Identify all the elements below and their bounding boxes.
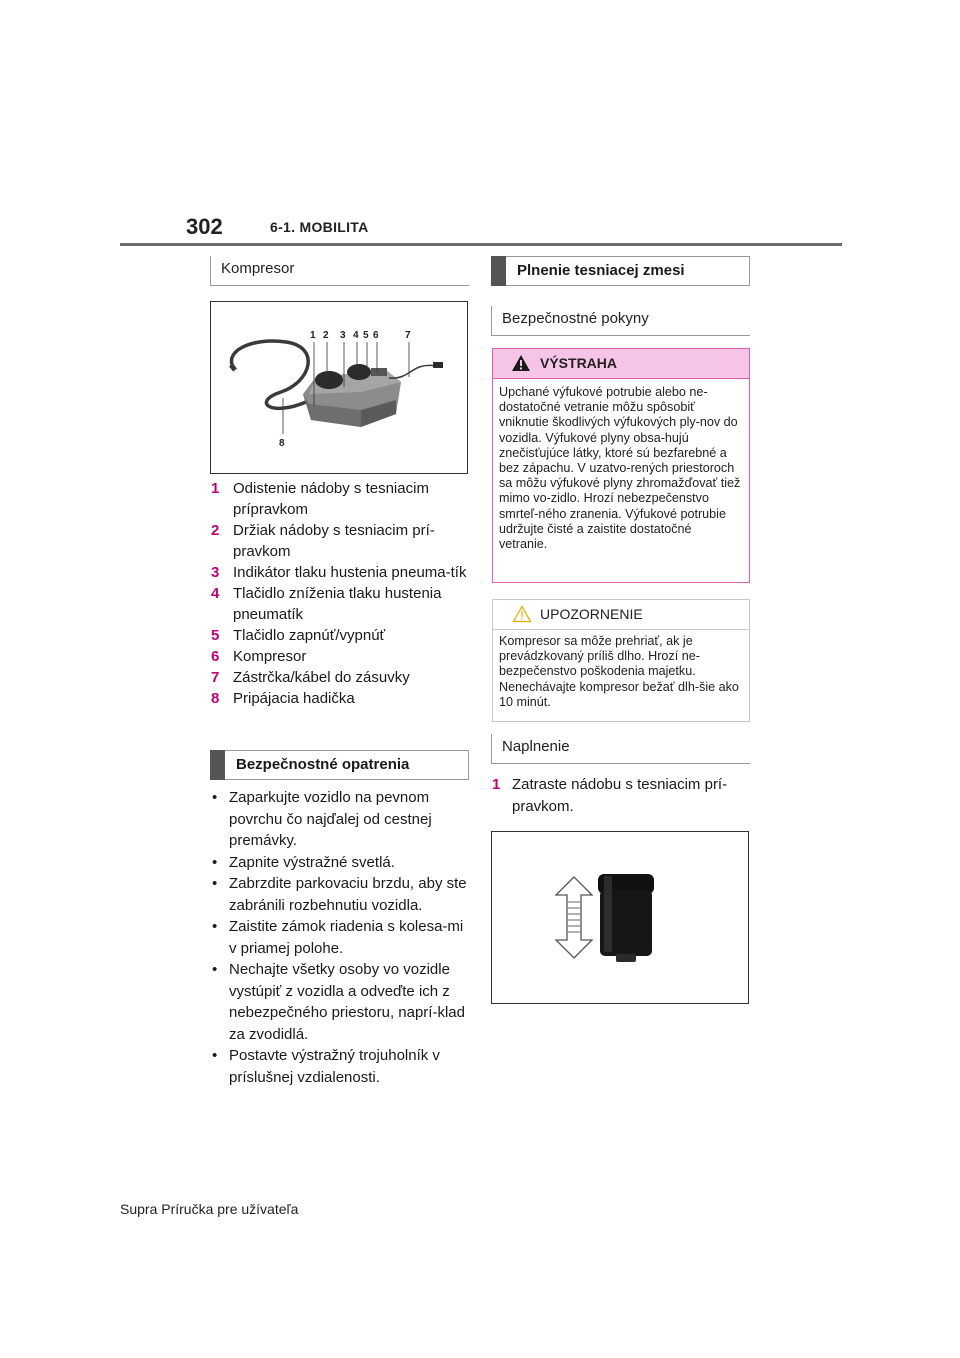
list-item: • Zaparkujte vozidlo na pevnom povrchu čo najďalej od cestnej premávky. xyxy=(212,789,432,849)
warning-title: VÝSTRAHA xyxy=(540,355,618,371)
warning-box xyxy=(492,348,750,583)
footer-text: Supra Príručka pre užívateľa xyxy=(120,1201,299,1217)
section-title: 6-1. MOBILITA xyxy=(270,219,369,235)
callout-2: 2 xyxy=(323,330,329,341)
callout-3: 3 xyxy=(340,330,346,341)
legend-item: 2 Držiak nádoby s tesniacim prí-pravkom xyxy=(211,522,435,560)
compressor-illustration xyxy=(211,302,467,473)
warning-triangle-icon xyxy=(511,354,531,372)
list-item: • Zapnite výstražné svetlá. xyxy=(212,853,395,871)
callout-8: 8 xyxy=(279,438,285,449)
callout-6: 6 xyxy=(373,330,379,341)
callout-1: 1 xyxy=(310,330,316,341)
callout-7: 7 xyxy=(405,330,411,341)
shake-bottle-figure xyxy=(491,831,749,1004)
safety-measures-heading: Bezpečnostné opatrenia xyxy=(210,750,469,780)
notice-text: Kompresor sa môže prehriať, ak je prevádzkovaný príliš dlho. Hrozí ne-bezpečenstvo poškodenia majetku. Nenechávajte kompresor bežať dlh-šie ako 10 minút. xyxy=(499,634,739,709)
legend-item: 3 Indikátor tlaku hustenia pneuma-tík xyxy=(211,564,467,581)
list-item: • Nechajte všetky osoby vo vozidle vystúpiť z vozidla a odveďte ich z nebezpečného priestoru, naprí-klad za zvodidlá. xyxy=(212,961,465,1043)
callout-5: 5 xyxy=(363,330,369,341)
list-item: • Zaistite zámok riadenia s kolesa-mi v priamej polohe. xyxy=(212,918,464,957)
safety-notes-heading: Bezpečnostné pokyny xyxy=(491,306,750,336)
legend-item: 7 Zástrčka/kábel do zásuvky xyxy=(211,669,410,686)
sealant-bottle-illustration xyxy=(492,832,748,1003)
safety-bullet-list xyxy=(212,787,470,1088)
list-item: • Zabrzdite parkovaciu brzdu, aby ste zabránili rozbehnutiu vozidla. xyxy=(212,875,467,914)
legend-item: 5 Tlačidlo zapnúť/vypnúť xyxy=(211,627,386,644)
header-rule xyxy=(120,243,842,246)
sealant-fill-heading: Plnenie tesniacej zmesi xyxy=(491,256,750,286)
fill-sub-heading: Naplnenie xyxy=(491,734,750,764)
page-number: 302 xyxy=(186,214,223,239)
callout-4: 4 xyxy=(353,330,359,341)
compressor-figure xyxy=(210,301,468,474)
step-item: 1 Zatraste nádobu s tesniacim prí-pravkom. xyxy=(492,776,728,815)
legend-item: 8 Pripájacia hadička xyxy=(211,690,355,707)
legend-item: 1 Odistenie nádoby s tesniacim prípravkom xyxy=(211,480,429,518)
legend-item: 4 Tlačidlo zníženia tlaku hustenia pneumatík xyxy=(211,585,442,623)
figure-legend xyxy=(211,478,469,709)
notice-box xyxy=(492,599,750,722)
notice-title: UPOZORNENIE xyxy=(540,606,643,622)
caution-triangle-icon xyxy=(512,605,532,623)
kompresor-heading: Kompresor xyxy=(210,256,469,286)
legend-item: 6 Kompresor xyxy=(211,648,307,665)
warning-text: Upchané výfukové potrubie alebo ne-dostatočné vetranie môžu spôsobiť vniknutie škodlivých výfukových ply-nov do vozidla. Výfukové plyny obsa-hujú znečisťujúce látky, ktoré sú bezfarebné a bez zápachu. V uzatvo-rených priestoroch sa môžu výfukové plyny zhromažďovať tiež mimo vo-zidlo. Hrozí nebezpečenstvo smrteľ-ného zranenia. Výfukové potrubie udržujte čisté a zaistite dostatočné vetranie. xyxy=(499,385,741,552)
list-item: • Postavte výstražný trojuholník v príslušnej vzdialenosti. xyxy=(212,1047,440,1086)
